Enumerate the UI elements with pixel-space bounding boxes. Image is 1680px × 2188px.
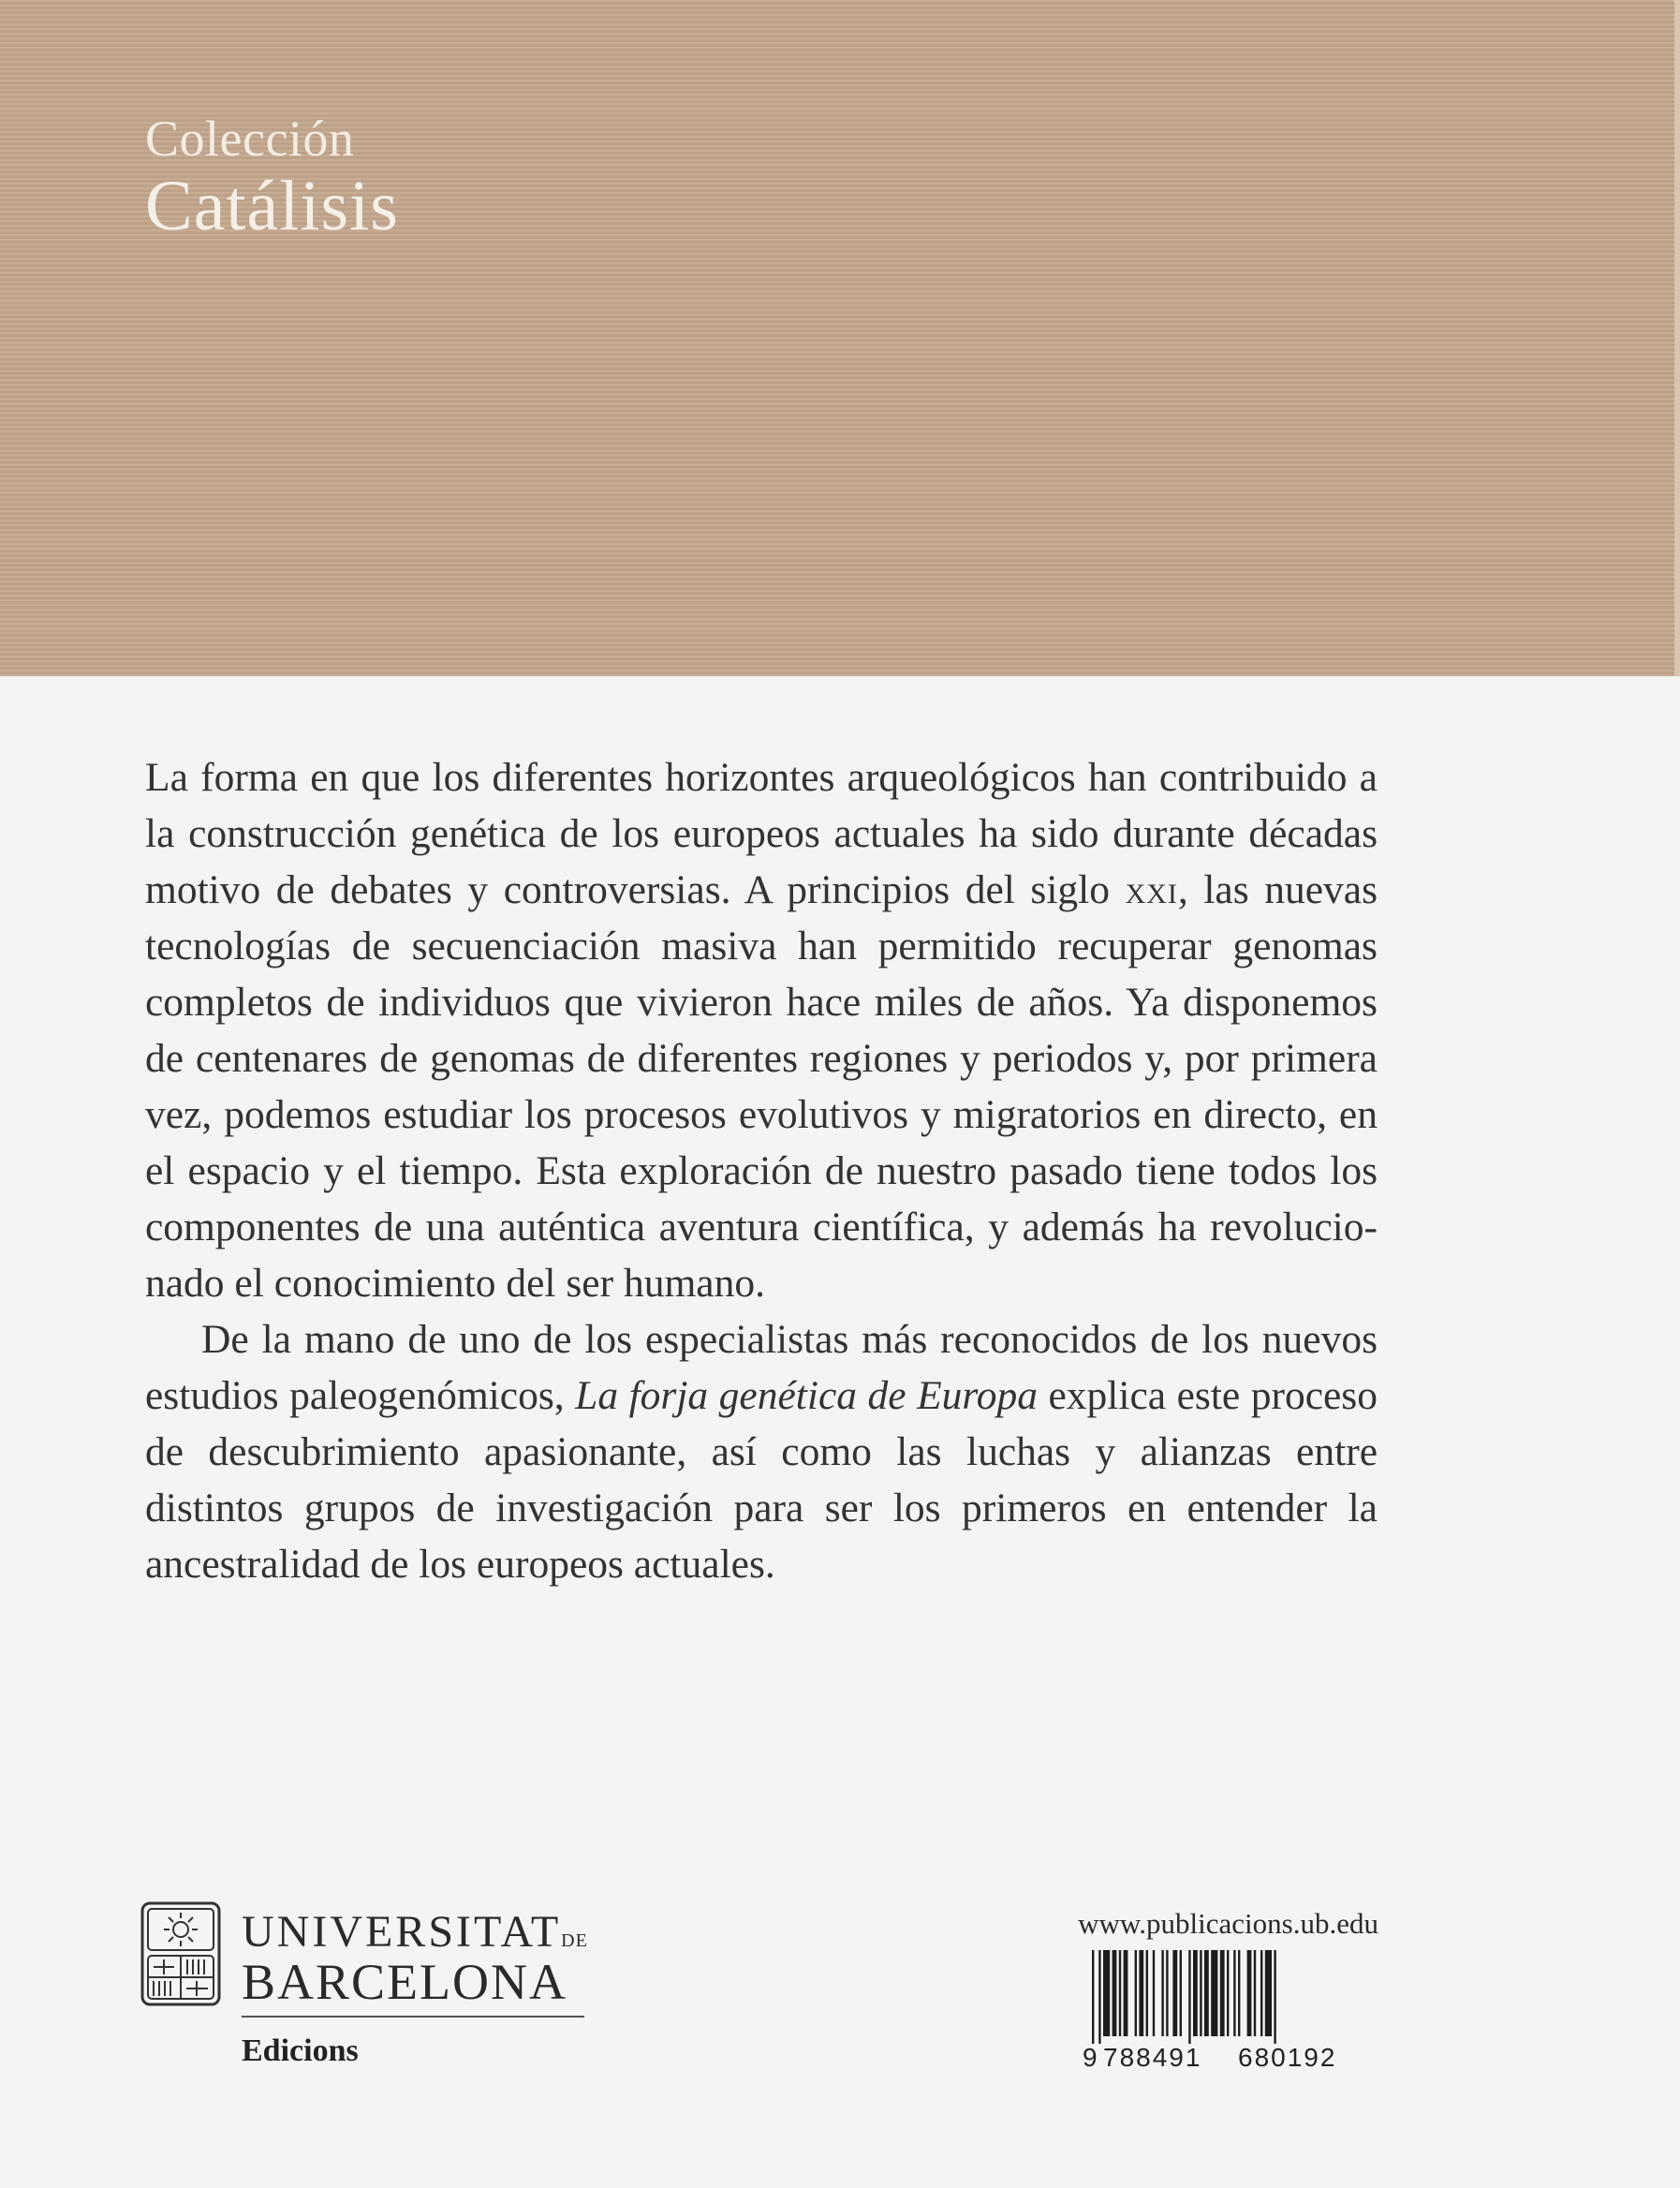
barcode-bar <box>1211 1950 1217 2036</box>
barcode-graphic <box>1079 1950 1378 2070</box>
publisher-imprint: Edicions <box>242 2033 359 2068</box>
isbn-barcode <box>1079 1950 1378 2070</box>
century-numeral: xxi <box>1125 867 1178 912</box>
collection-name: Catálisis <box>145 167 399 245</box>
publisher-name-universitat: UNIVERSITAT <box>242 1907 562 1957</box>
barcode-bar <box>1227 1950 1229 2036</box>
publisher-website: www.publicacions.ub.edu <box>1078 1907 1378 1940</box>
blurb-paragraph-2 <box>145 1311 1378 1592</box>
university-emblem-icon <box>140 1901 221 2006</box>
book-title: La forja genética de Europa <box>575 1373 1038 1418</box>
barcode-bar <box>1180 1950 1182 2036</box>
barcode-bar <box>1166 1950 1168 2036</box>
barcode-bar <box>1135 1950 1137 2036</box>
barcode-bar <box>1274 1950 1275 2044</box>
publisher-name-de: DE <box>561 1930 588 1951</box>
publisher-name-line-2: BARCELONA <box>242 1954 568 2010</box>
barcode-bar <box>1233 1950 1235 2036</box>
back-cover-blurb <box>145 749 1378 1592</box>
barcode-bar <box>1172 1950 1177 2036</box>
barcode-bar <box>1238 1950 1240 2036</box>
barcode-bar <box>1139 1950 1143 2036</box>
barcode-bar <box>1204 1950 1209 2036</box>
barcode-bar <box>1265 1950 1272 2036</box>
barcode-digits-group-1: 788491 <box>1103 2043 1202 2070</box>
barcode-bar <box>1092 1950 1094 2044</box>
barcode-bar <box>1098 1950 1100 2044</box>
barcode-bar <box>1146 1950 1148 2036</box>
barcode-bar <box>1119 1950 1121 2036</box>
barcode-bar <box>1247 1950 1252 2036</box>
barcode-bar <box>1254 1950 1256 2036</box>
barcode-bar <box>1260 1950 1262 2036</box>
blurb-text: , las nuevas tecnologías de secuenciación masiva han permitido recuperar genomas completos de individuos que vivieron hace miles de años. Ya disponemos de centenares de genomas de diferentes regiones y periodos y, por primera vez, podemos estudiar los procesos evolutivos y migratorios en directo, en el espacio y el tiempo. Esta exploración de nuestro pasado tiene todos los componentes de una auténtica aventura científica, y además ha revolucionado el conocimiento del ser humano. <box>145 867 1378 1306</box>
collection-label: Colección <box>145 111 355 167</box>
barcode-bar <box>1113 1950 1117 2036</box>
publisher-divider <box>242 2016 584 2018</box>
blurb-text: La forma en que los diferentes horizontes arqueológicos han contribuido a la construcción genética de los europeos actuales ha sido durante décadas motivo de debates y controversias. A principios del siglo <box>145 755 1378 912</box>
barcode-bar <box>1153 1950 1155 2036</box>
barcode-digits-group-2: 680192 <box>1238 2043 1337 2070</box>
barcode-bar <box>1161 1950 1163 2036</box>
header-band <box>0 0 1680 676</box>
barcode-bar <box>1200 1950 1201 2036</box>
barcode-bar <box>1124 1950 1128 2036</box>
blurb-paragraph-1 <box>145 749 1378 1311</box>
blurb-text: explica este proceso de descubrimiento apasionante, así como las luchas y alianzas entre distintos grupos de investigación para ser los primeros en entender la ancestralidad de los europeos actuales. <box>145 1373 1378 1587</box>
barcode-bar <box>1188 1950 1190 2044</box>
barcode-bar <box>1193 1950 1198 2036</box>
barcode-bar <box>1220 1950 1225 2036</box>
blurb-text: De la mano de uno de los especialistas más reconocidos de los nuevos estudios paleogenómicos, <box>145 1317 1378 1418</box>
barcode-bar <box>1103 1950 1110 2036</box>
barcode-digit-first: 9 <box>1083 2043 1098 2070</box>
